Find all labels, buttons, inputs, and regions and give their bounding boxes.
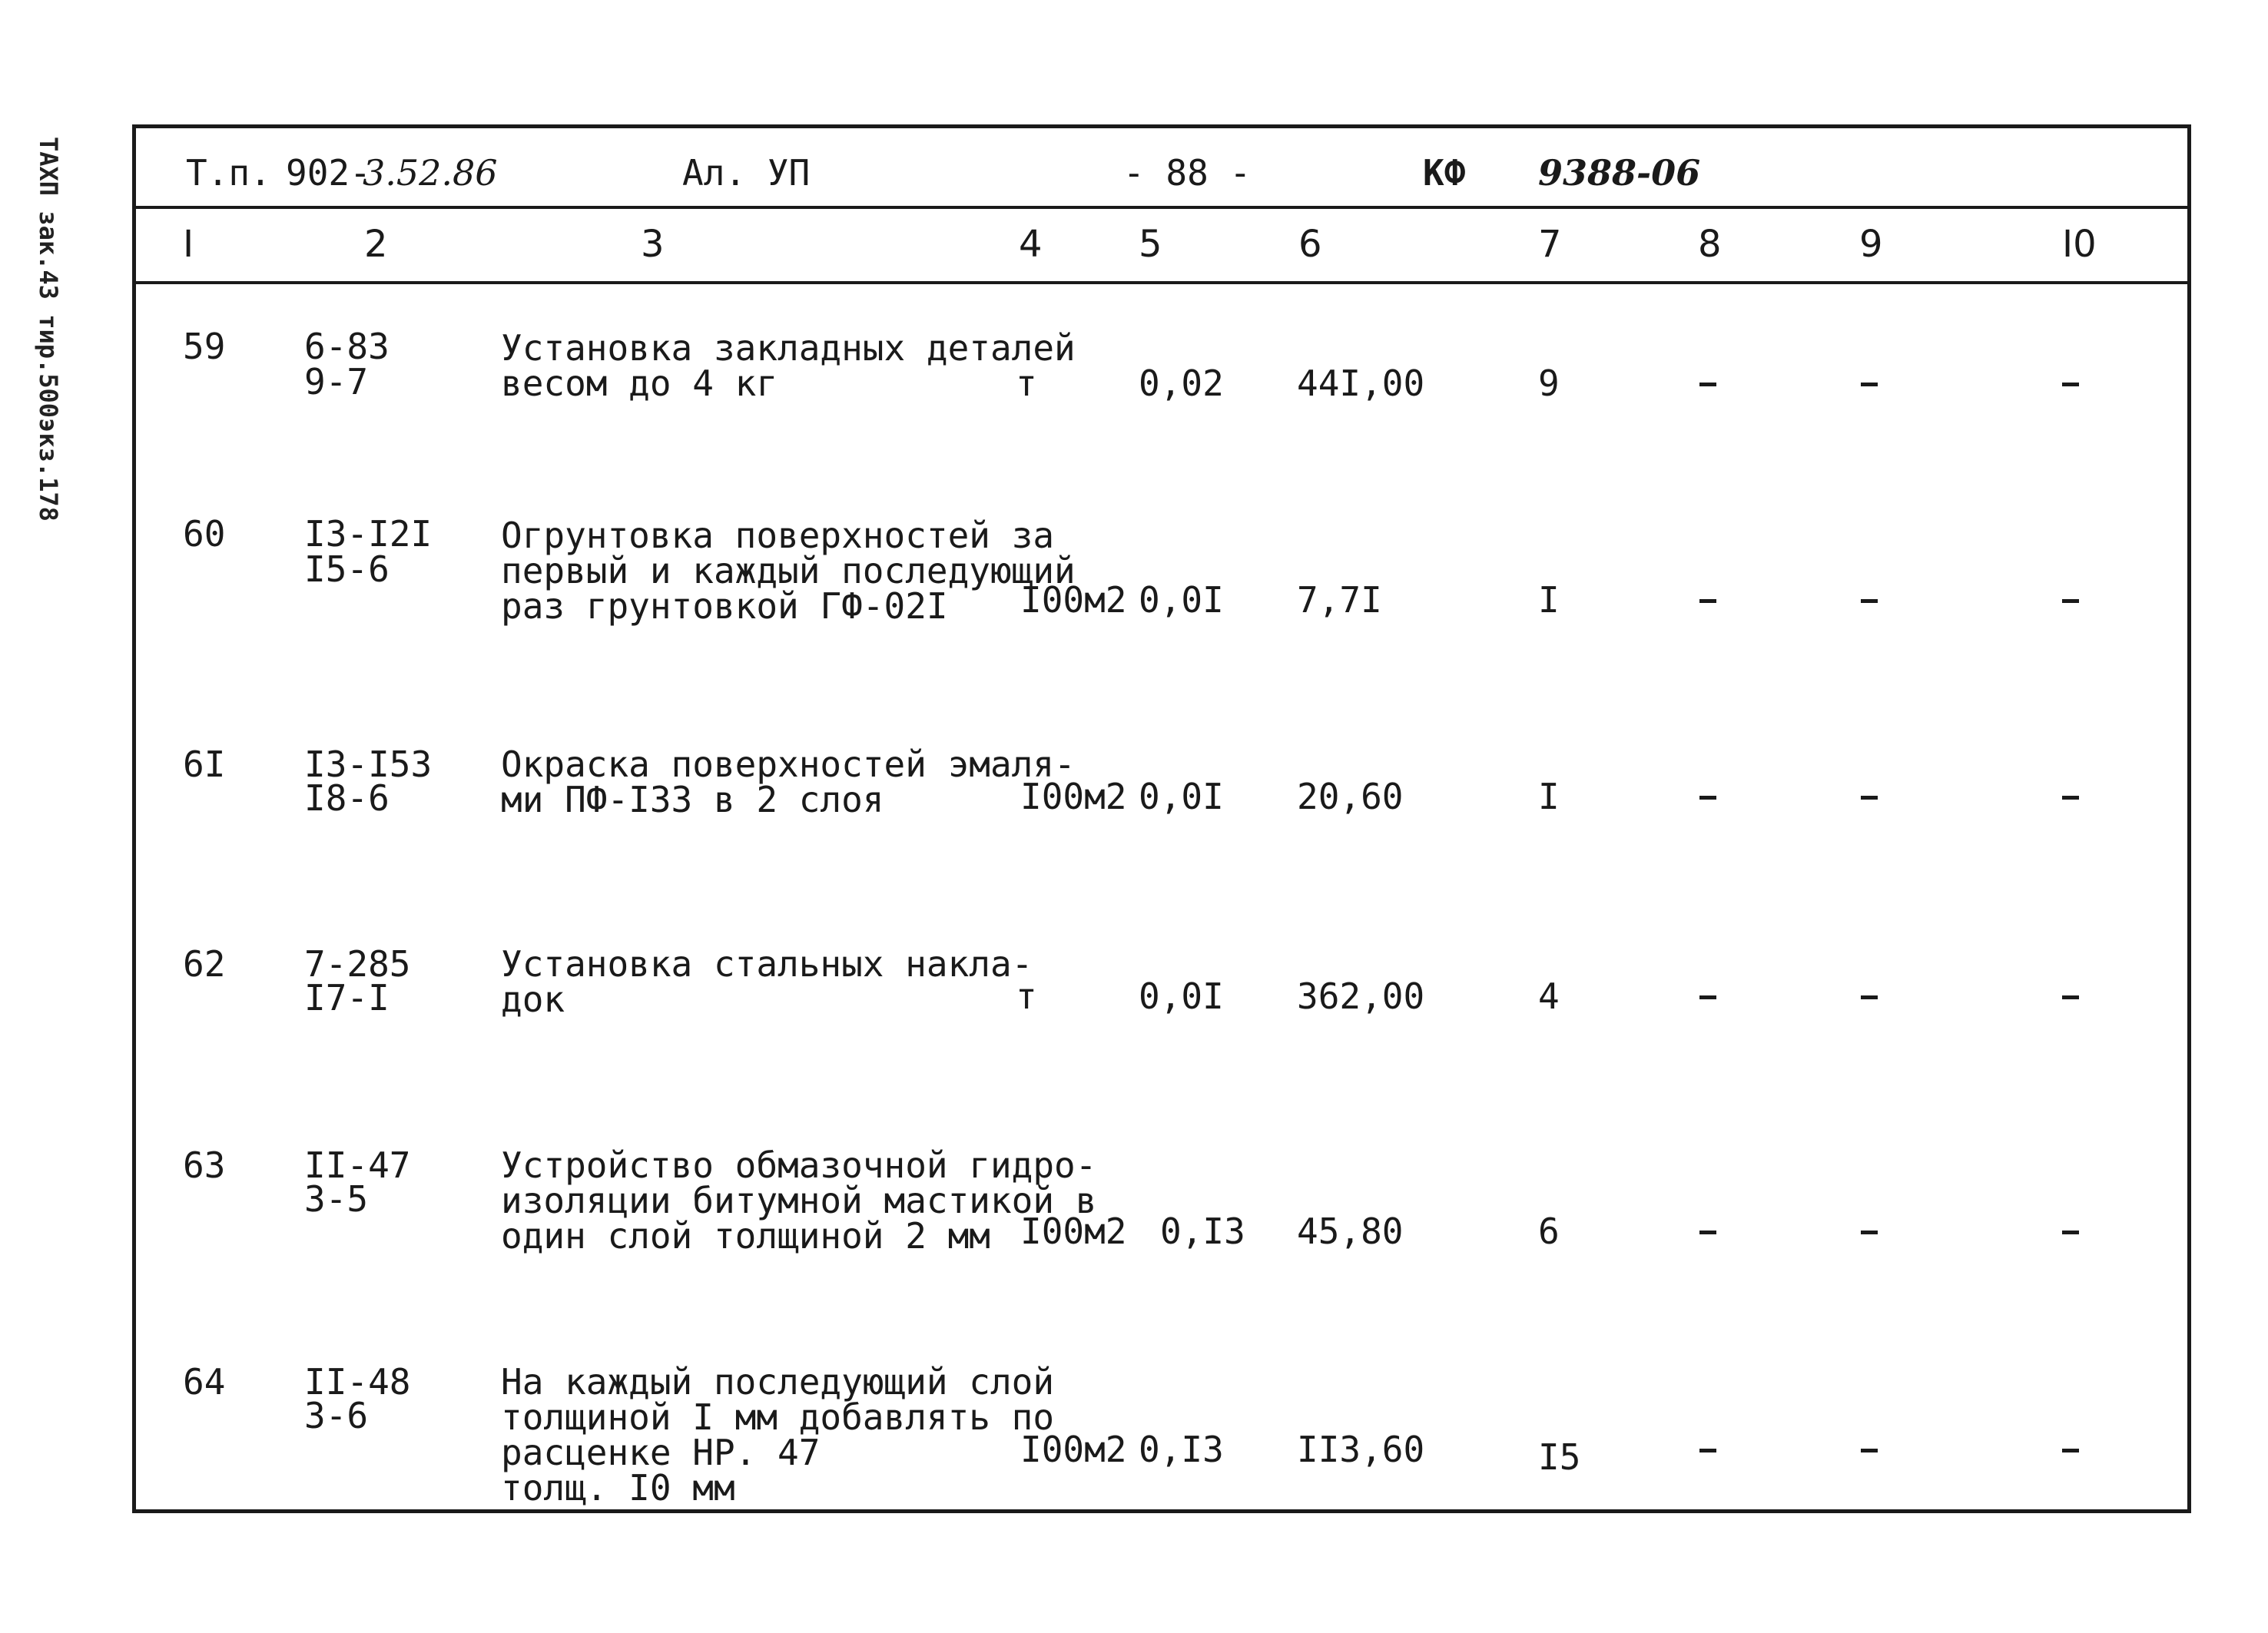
column-number: 4 [1019, 223, 1043, 266]
rate-code: I3-I2I [304, 513, 433, 555]
rate-code: II-47 [304, 1144, 411, 1186]
description-line: На каждый последующий слой [501, 1361, 1055, 1403]
rate-code: II-48 [304, 1361, 411, 1403]
column-7-value: I5 [1538, 1436, 1581, 1478]
column-10-dash [2062, 1449, 2079, 1452]
column-8-dash [1699, 599, 1716, 603]
row-number: 63 [183, 1144, 226, 1186]
unit-price: 20,60 [1297, 776, 1404, 817]
unit-price: II3,60 [1297, 1429, 1425, 1470]
side-stamp: ТАХП зак.43 тир.500экз.178 [34, 137, 63, 522]
description-line: док [501, 979, 565, 1020]
row-number: 64 [183, 1361, 226, 1403]
row-number: 6I [183, 744, 226, 785]
column-9-dash [1861, 599, 1878, 603]
description-line: толщиной I мм добавлять по [501, 1396, 1055, 1438]
column-7-value: 9 [1538, 363, 1560, 404]
unit: т [1016, 975, 1037, 1017]
description-line: один слой толщиной 2 мм [501, 1215, 990, 1257]
rate-code: 7-285 [304, 943, 411, 985]
quantity: 0,I3 [1160, 1211, 1245, 1252]
description-line: Установка стальных накла- [501, 943, 1033, 985]
quantity: 0,0I [1139, 975, 1224, 1017]
rate-code-sub: I5-6 [304, 548, 390, 590]
unit-price: 44I,00 [1297, 363, 1425, 404]
work-description [501, 1144, 1097, 1257]
header-divider [132, 206, 2191, 209]
description-line: изоляции битумной мастикой в [501, 1180, 1097, 1221]
column-10-dash [2062, 383, 2079, 386]
description-line: раз грунтовкой ГФ-02I [501, 585, 948, 627]
column-8-dash [1699, 383, 1716, 386]
quantity: 0,I3 [1139, 1429, 1224, 1470]
column-10-dash [2062, 796, 2079, 800]
column-8-dash [1699, 1231, 1716, 1234]
description-line: весом до 4 кг [501, 363, 778, 404]
column-9-dash [1861, 383, 1878, 386]
column-10-dash [2062, 995, 2079, 999]
column-8-dash [1699, 995, 1716, 999]
column-7-value: I [1538, 776, 1560, 817]
work-description [501, 515, 1076, 627]
table-frame [132, 124, 2191, 1513]
description-line: толщ. I0 мм [501, 1467, 735, 1509]
work-description [501, 943, 1033, 1020]
quantity: 0,02 [1139, 363, 1224, 404]
page-number: - 88 - [1123, 152, 1252, 194]
column-number: I0 [2062, 223, 2097, 266]
unit-price: 45,80 [1297, 1211, 1404, 1252]
kf-number: 9388-06 [1538, 152, 1701, 194]
description-line: ми ПФ-I33 в 2 слоя [501, 779, 884, 820]
column-10-dash [2062, 1231, 2079, 1234]
rate-code-sub: I7-I [304, 977, 390, 1019]
unit-price: 7,7I [1297, 579, 1382, 621]
quantity: 0,0I [1139, 776, 1224, 817]
description-line: Устройство обмазочной гидро- [501, 1144, 1097, 1186]
column-number: 8 [1698, 223, 1722, 266]
album-label: Ал. УП [682, 152, 811, 194]
unit-price: 362,00 [1297, 975, 1425, 1017]
column-number: 5 [1139, 223, 1162, 266]
description-line: первый и каждый последующий [501, 550, 1076, 591]
column-number: 9 [1859, 223, 1883, 266]
description-line: расценке НР. 47 [501, 1432, 821, 1473]
column-9-dash [1861, 1231, 1878, 1234]
column-8-dash [1699, 796, 1716, 800]
column-10-dash [2062, 599, 2079, 603]
column-7-value: I [1538, 579, 1560, 621]
work-description [501, 744, 1076, 820]
column-9-dash [1861, 1449, 1878, 1452]
unit: I00м2 [1020, 579, 1127, 621]
column-header-divider [132, 281, 2191, 284]
work-description [501, 327, 1076, 404]
column-number: I [183, 223, 194, 266]
column-number: 2 [364, 223, 388, 266]
description-line: Установка закладных деталей [501, 327, 1076, 369]
column-8-dash [1699, 1449, 1716, 1452]
work-description [501, 1361, 1055, 1509]
rate-code-sub: 3-6 [304, 1395, 369, 1436]
unit: I00м2 [1020, 776, 1127, 817]
unit: т [1016, 363, 1037, 404]
row-number: 59 [183, 326, 226, 367]
description-line: Огрунтовка поверхностей за [501, 515, 1055, 556]
rate-code: 6-83 [304, 326, 390, 367]
doc-prefix: Т.п. [186, 152, 271, 194]
column-number: 6 [1298, 223, 1322, 266]
column-9-dash [1861, 796, 1878, 800]
rate-code-sub: 3-5 [304, 1178, 369, 1220]
rate-code: I3-I53 [304, 744, 433, 785]
row-number: 62 [183, 943, 226, 985]
doc-code: 902- [286, 152, 371, 194]
column-number: 7 [1538, 223, 1562, 266]
quantity: 0,0I [1139, 579, 1224, 621]
rate-code-sub: 9-7 [304, 361, 369, 402]
doc-code-handwritten: 3.52.86 [363, 152, 498, 194]
rate-code-sub: I8-6 [304, 777, 390, 819]
unit: I00м2 [1020, 1211, 1127, 1252]
column-7-value: 4 [1538, 975, 1560, 1017]
description-line: Окраска поверхностей эмаля- [501, 744, 1076, 785]
column-9-dash [1861, 995, 1878, 999]
column-7-value: 6 [1538, 1211, 1560, 1252]
row-number: 60 [183, 513, 226, 555]
unit: I00м2 [1020, 1429, 1127, 1470]
kf-label: КФ [1423, 152, 1466, 194]
column-number: 3 [641, 223, 665, 266]
